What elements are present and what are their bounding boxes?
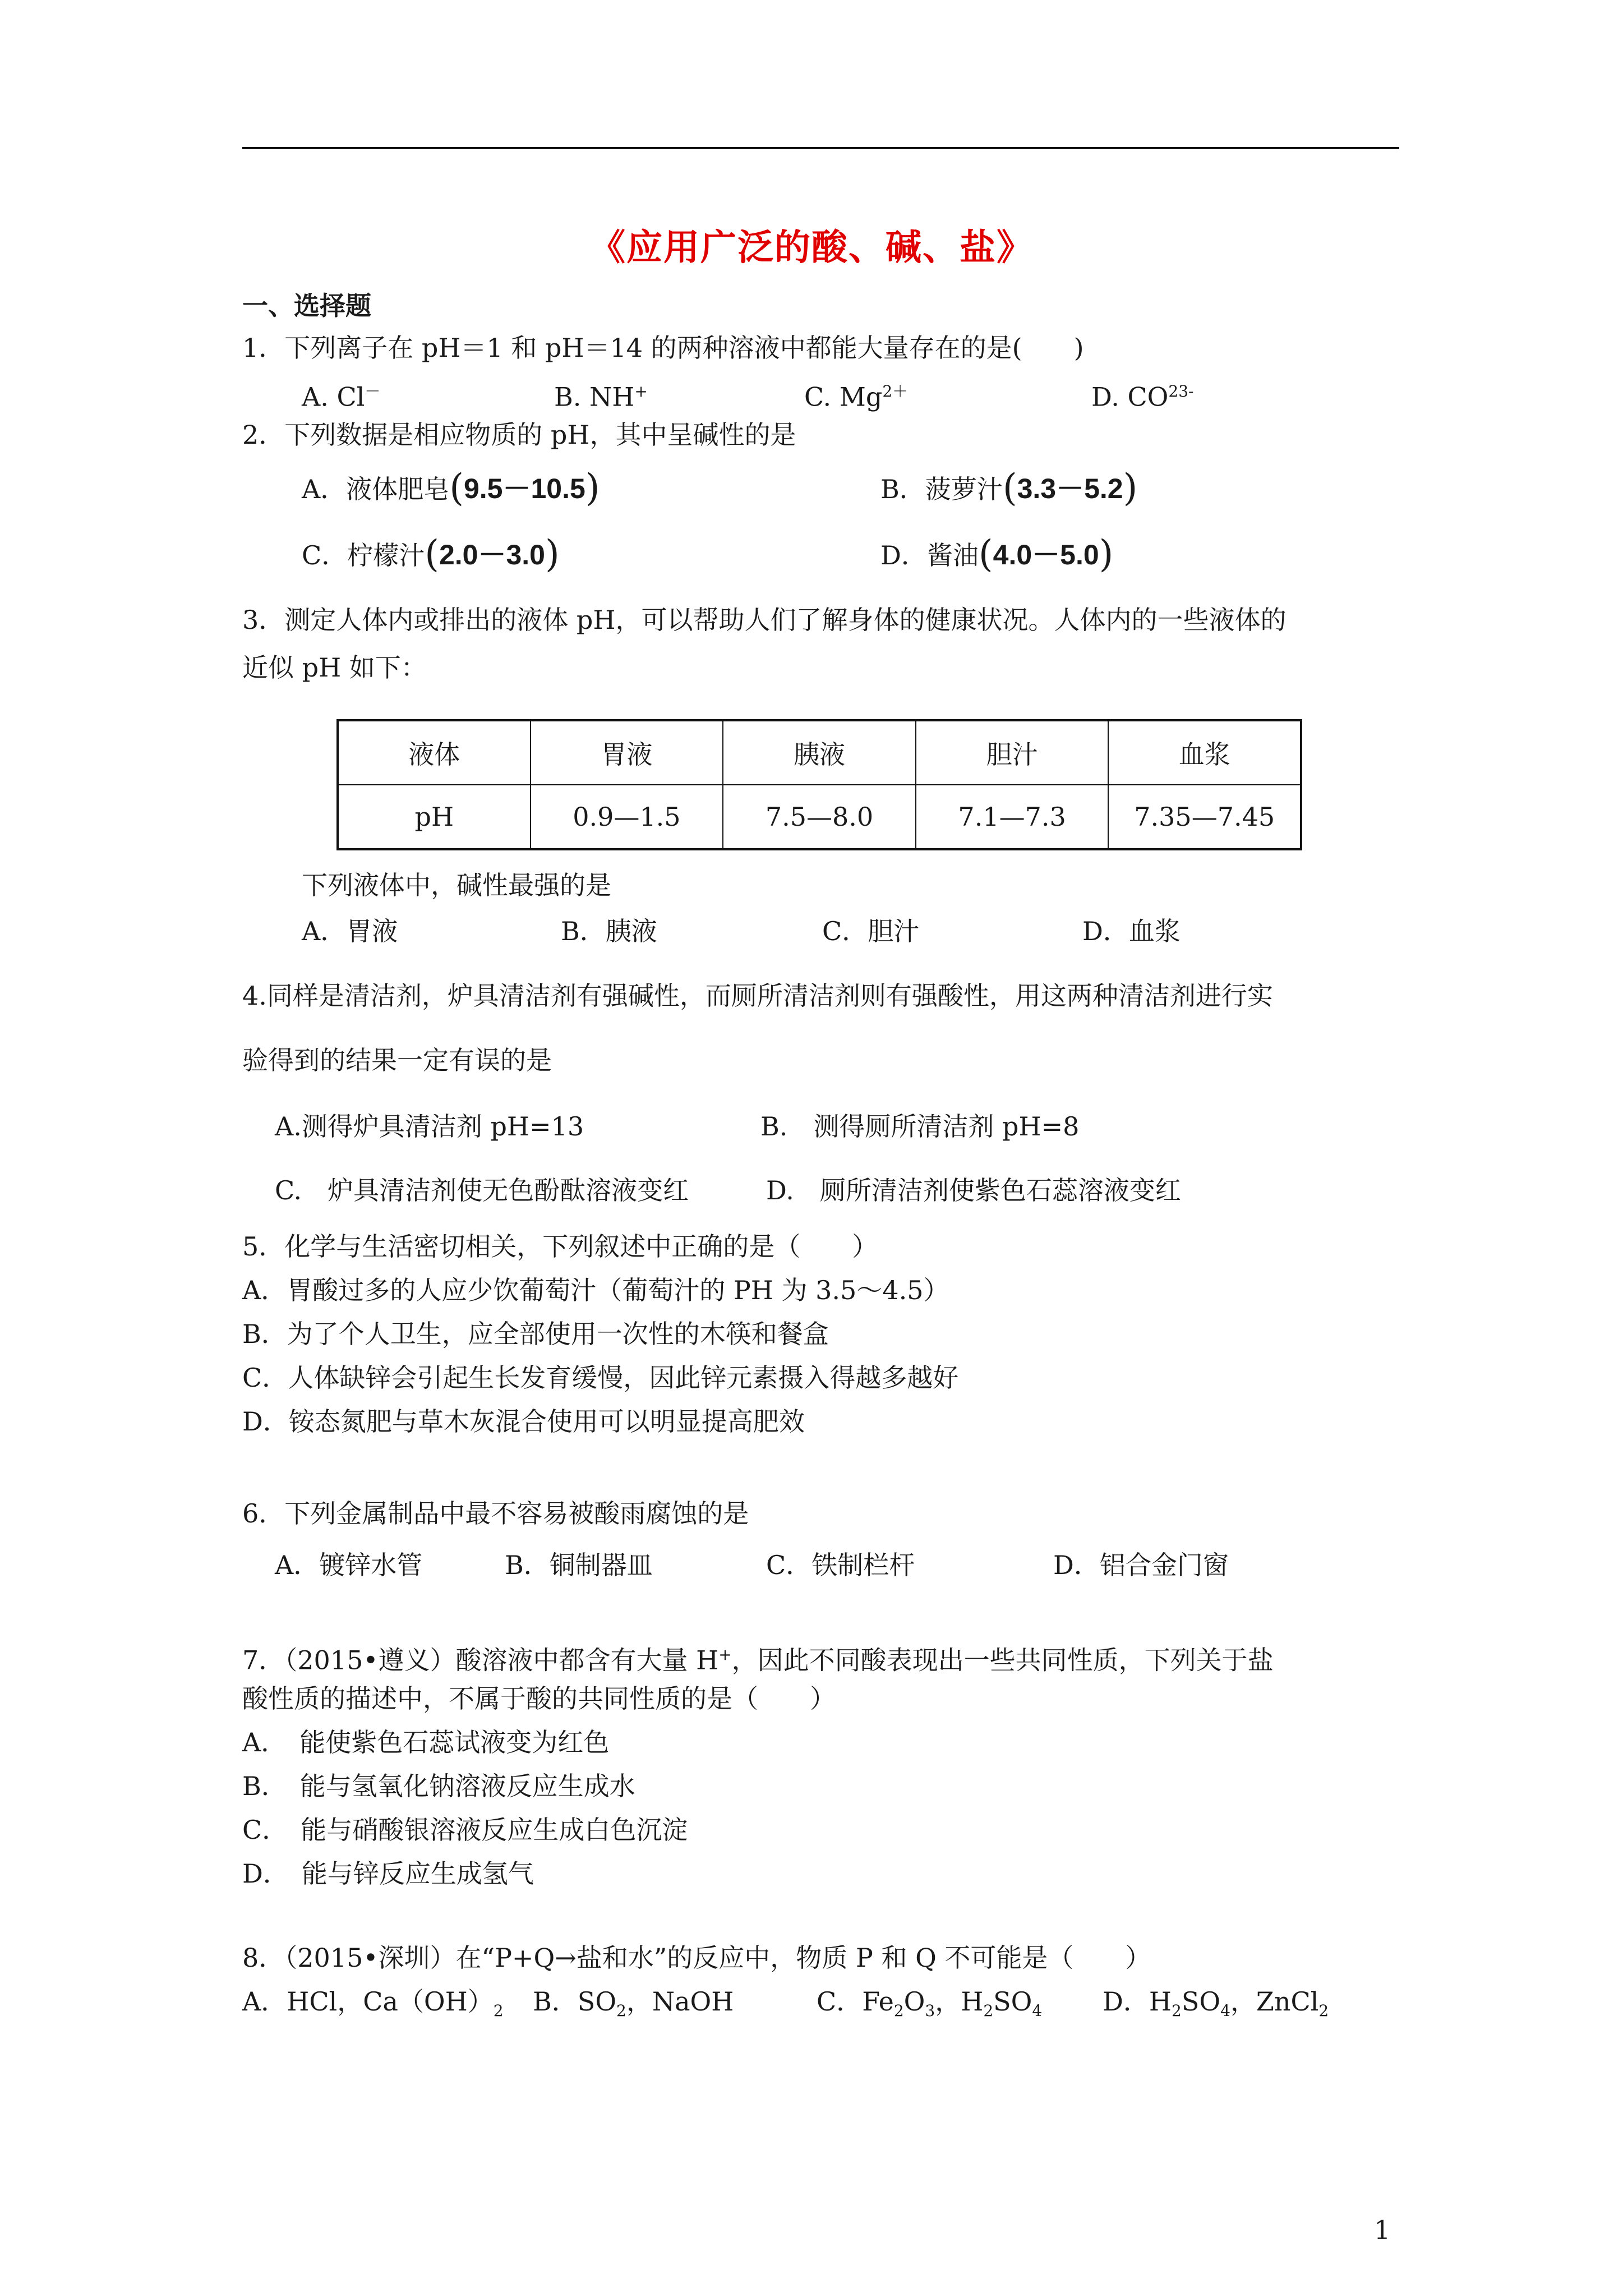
table-cell: 7.1—7.3 <box>916 785 1109 849</box>
q1-option-a: A. Cl－ <box>302 381 381 412</box>
q4-option-b: B. 测得厕所清洁剂 pH=8 <box>760 1111 1080 1142</box>
q3-stem-line2: 近似 pH 如下： <box>242 652 427 683</box>
q2-option-c: C．柠檬汁(2.0－3.0) <box>302 532 560 576</box>
q5-option-b: B．为了个人卫生，应全部使用一次性的木筷和餐盒 <box>242 1319 829 1349</box>
q2-option-b: B．菠萝汁(3.3－5.2) <box>880 466 1138 509</box>
q3-stem-line1: 3．测定人体内或排出的液体 pH，可以帮助人们了解身体的健康状况。人体内的一些液体的 <box>242 605 1287 635</box>
table-cell: 液体 <box>338 720 531 785</box>
q3-option-b: B．胰液 <box>561 916 657 946</box>
q7-stem-line1: 7．（2015•遵义）酸溶液中都含有大量 H+，因此不同酸表现出一些共同性质，下列关于盐 <box>242 1645 1274 1676</box>
page-number: 1 <box>1374 2215 1391 2245</box>
q8-option-c: C．$Fe_2O_3$，$H_2SO_4$ <box>817 1986 1043 2021</box>
q7-option-c: C． 能与硝酸银溶液反应生成白色沉淀 <box>242 1815 688 1845</box>
table-header-row <box>338 720 1301 785</box>
q1-option-c: C. $Mg^{2+}$ <box>804 381 909 412</box>
q4-stem-line1: 4.同样是清洁剂，炉具清洁剂有强碱性，而厕所清洁剂则有强酸性，用这两种清洁剂进行实 <box>242 981 1273 1011</box>
header-rule <box>242 147 1399 149</box>
q3-question: 下列液体中，碱性最强的是 <box>302 870 611 900</box>
table-cell: 血浆 <box>1108 720 1301 785</box>
table-cell: 7.35—7.45 <box>1108 785 1301 849</box>
q8-option-b: B．$SO_2$，NaOH <box>533 1986 734 2021</box>
q6-stem: 6．下列金属制品中最不容易被酸雨腐蚀的是 <box>242 1498 749 1529</box>
table-cell: pH <box>338 785 531 849</box>
q2-option-a: A．液体肥皂(9.5－10.5) <box>302 466 600 509</box>
q7-option-a: A． 能使紫色石蕊试液变为红色 <box>242 1727 610 1757</box>
q4-option-d: D. 厕所清洁剂使紫色石蕊溶液变红 <box>766 1175 1181 1205</box>
q6-option-c: C．铁制栏杆 <box>766 1550 915 1580</box>
q8-stem: 8．（2015•深圳）在“P+Q→盐和水”的反应中，物质 P 和 Q 不可能是（ ） <box>242 1943 1151 1973</box>
q6-option-b: B．铜制器皿 <box>505 1550 653 1580</box>
q1-option-b: B. NH+ <box>554 381 648 412</box>
q7-option-d: D． 能与锌反应生成氢气 <box>242 1858 534 1889</box>
ph-table <box>336 719 1302 850</box>
table-row <box>338 785 1301 849</box>
q3-option-a: A．胃液 <box>302 916 398 946</box>
q5-stem: 5．化学与生活密切相关，下列叙述中正确的是（ ） <box>242 1231 878 1262</box>
q1-option-d: D. $CO^{23-}$ <box>1091 381 1194 412</box>
q4-option-a: A.测得炉具清洁剂 pH=13 <box>275 1111 584 1142</box>
q7-stem-line2: 酸性质的描述中，不属于酸的共同性质的是（ ） <box>242 1683 836 1714</box>
page-title: 《应用广泛的酸、碱、盐》 <box>589 227 1034 269</box>
q1-stem: 1．下列离子在 pH＝1 和 pH＝14 的两种溶液中都能大量存在的是( ) <box>242 333 1084 363</box>
table-cell: 胰液 <box>723 720 916 785</box>
q5-option-c: C．人体缺锌会引起生长发育缓慢，因此锌元素摄入得越多越好 <box>242 1363 959 1393</box>
q4-option-c: C. 炉具清洁剂使无色酚酞溶液变红 <box>275 1175 689 1205</box>
section-heading: 一、选择题 <box>242 291 371 321</box>
q5-option-a: A．胃酸过多的人应少饮葡萄汁（葡萄汁的 PH 为 3.5～4.5） <box>242 1275 949 1305</box>
q8-option-d: D．$H_2SO_4$，ZnCl$_2$ <box>1103 1986 1329 2021</box>
q8-option-a: A．HCl，$Ca(OH)_2$ <box>242 1986 504 2021</box>
q4-stem-line2: 验得到的结果一定有误的是 <box>242 1045 552 1075</box>
table-cell: 胆汁 <box>916 720 1109 785</box>
q3-option-c: C．胆汁 <box>822 916 920 946</box>
q5-option-d: D．铵态氮肥与草木灰混合使用可以明显提高肥效 <box>242 1406 805 1437</box>
table-cell: 胃液 <box>531 720 723 785</box>
q2-option-d: D．酱油(4.0－5.0) <box>880 532 1114 576</box>
q3-option-d: D．血浆 <box>1082 916 1181 946</box>
q2-stem: 2．下列数据是相应物质的 pH，其中呈碱性的是 <box>242 420 796 450</box>
table-cell: 0.9—1.5 <box>531 785 723 849</box>
q6-option-a: A．镀锌水管 <box>275 1550 423 1580</box>
q7-option-b: B． 能与氢氧化钠溶液反应生成水 <box>242 1771 635 1801</box>
q6-option-d: D．铝合金门窗 <box>1053 1550 1229 1580</box>
table-cell: 7.5—8.0 <box>723 785 916 849</box>
